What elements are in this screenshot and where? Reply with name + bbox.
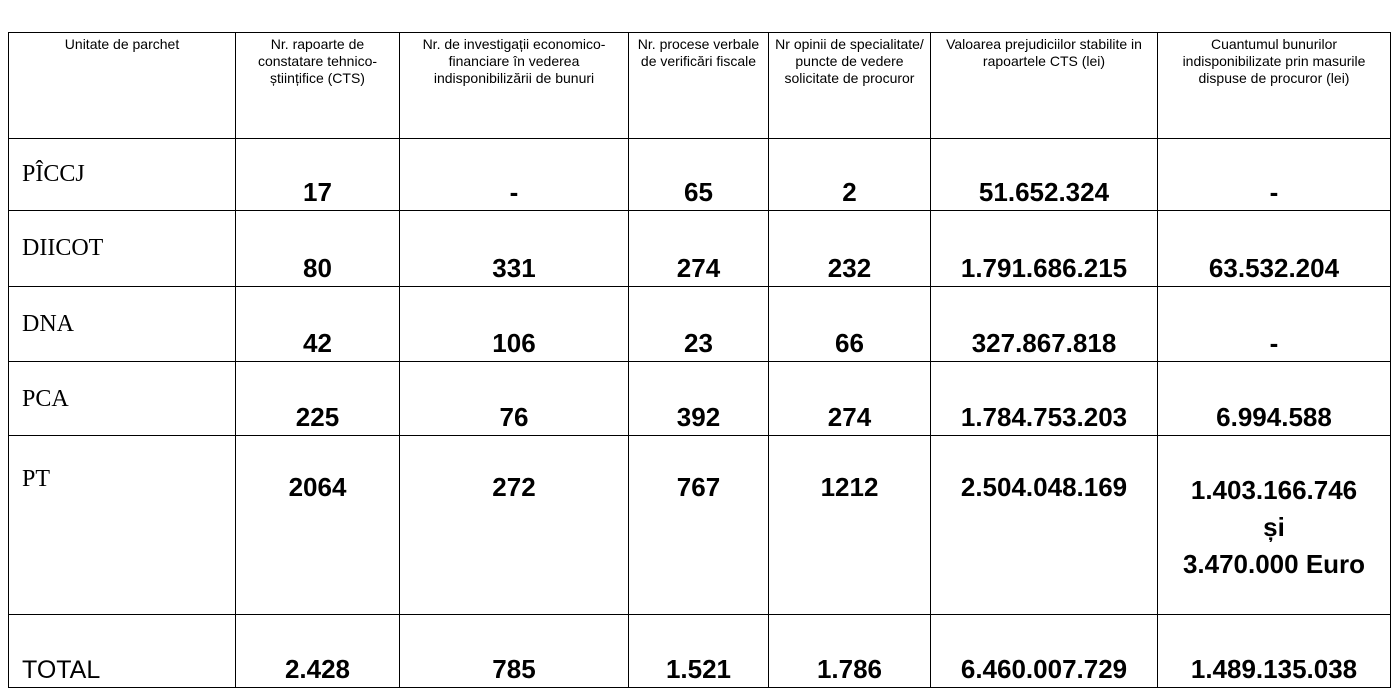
cts-cell: 225 — [236, 362, 400, 436]
investigatii-cell: 76 — [400, 362, 629, 436]
opinii-cell: 2 — [769, 139, 931, 211]
investigatii-cell: 331 — [400, 211, 629, 287]
header-procese: Nr. procese verbale de verificări fiscale — [629, 33, 769, 139]
cts-cell: 80 — [236, 211, 400, 287]
prejudicii-cell: 51.652.324 — [931, 139, 1158, 211]
prejudicii-cell: 1.791.686.215 — [931, 211, 1158, 287]
unit-cell: PT — [9, 436, 236, 615]
procese-cell: 65 — [629, 139, 769, 211]
header-opinii: Nr opinii de specialitate/ puncte de vedere solicitate de procuror — [769, 33, 931, 139]
prejudicii-cell: 2.504.048.169 — [931, 436, 1158, 615]
cts-cell: 17 — [236, 139, 400, 211]
table-row — [9, 287, 1391, 362]
header-row — [9, 33, 1391, 139]
procese-cell: 392 — [629, 362, 769, 436]
prejudicii-cell: 6.460.007.729 — [931, 615, 1158, 688]
opinii-cell: 66 — [769, 287, 931, 362]
investigatii-cell: - — [400, 139, 629, 211]
header-bunuri: Cuantumul bunurilor indisponibilizate prin masurile dispuse de procuror (lei) — [1158, 33, 1391, 139]
statistics-table — [8, 32, 1391, 688]
investigatii-cell: 785 — [400, 615, 629, 688]
bunuri-cell — [1158, 436, 1391, 615]
unit-cell: PCA — [9, 362, 236, 436]
procese-cell: 23 — [629, 287, 769, 362]
cts-cell: 42 — [236, 287, 400, 362]
opinii-cell: 1212 — [769, 436, 931, 615]
unit-cell: DIICOT — [9, 211, 236, 287]
header-investigatii: Nr. de investigații economico- financiare în vederea indisponibilizării de bunuri — [400, 33, 629, 139]
procese-cell: 767 — [629, 436, 769, 615]
bunuri-cell: 1.489.135.038 — [1158, 615, 1391, 688]
opinii-cell: 1.786 — [769, 615, 931, 688]
unit-cell: TOTAL — [9, 615, 236, 688]
bunuri-cell: - — [1158, 287, 1391, 362]
table-row — [9, 139, 1391, 211]
table-row — [9, 436, 1391, 615]
opinii-cell: 232 — [769, 211, 931, 287]
procese-cell: 274 — [629, 211, 769, 287]
table-row — [9, 211, 1391, 287]
bunuri-cell: 6.994.588 — [1158, 362, 1391, 436]
unit-cell: DNA — [9, 287, 236, 362]
prejudicii-cell: 1.784.753.203 — [931, 362, 1158, 436]
bunuri-euro-value: 3.470.000 Euro — [1182, 549, 1366, 579]
opinii-cell: 274 — [769, 362, 931, 436]
cts-cell: 2064 — [236, 436, 400, 615]
bunuri-cell: 63.532.204 — [1158, 211, 1391, 287]
cts-cell: 2.428 — [236, 615, 400, 688]
investigatii-cell: 272 — [400, 436, 629, 615]
unit-cell: PÎCCJ — [9, 139, 236, 211]
total-row — [9, 615, 1391, 688]
bunuri-conjunction: și — [1263, 512, 1285, 542]
header-unit: Unitate de parchet — [9, 33, 236, 139]
prejudicii-cell: 327.867.818 — [931, 287, 1158, 362]
bunuri-cell: - — [1158, 139, 1391, 211]
table-row — [9, 362, 1391, 436]
procese-cell: 1.521 — [629, 615, 769, 688]
investigatii-cell: 106 — [400, 287, 629, 362]
bunuri-lei-value: 1.403.166.746 — [1190, 475, 1358, 505]
header-prejudicii: Valoarea prejudiciilor stabilite in rapoartele CTS (lei) — [931, 33, 1158, 139]
header-cts: Nr. rapoarte de constatare tehnico-științifice (CTS) — [236, 33, 400, 139]
